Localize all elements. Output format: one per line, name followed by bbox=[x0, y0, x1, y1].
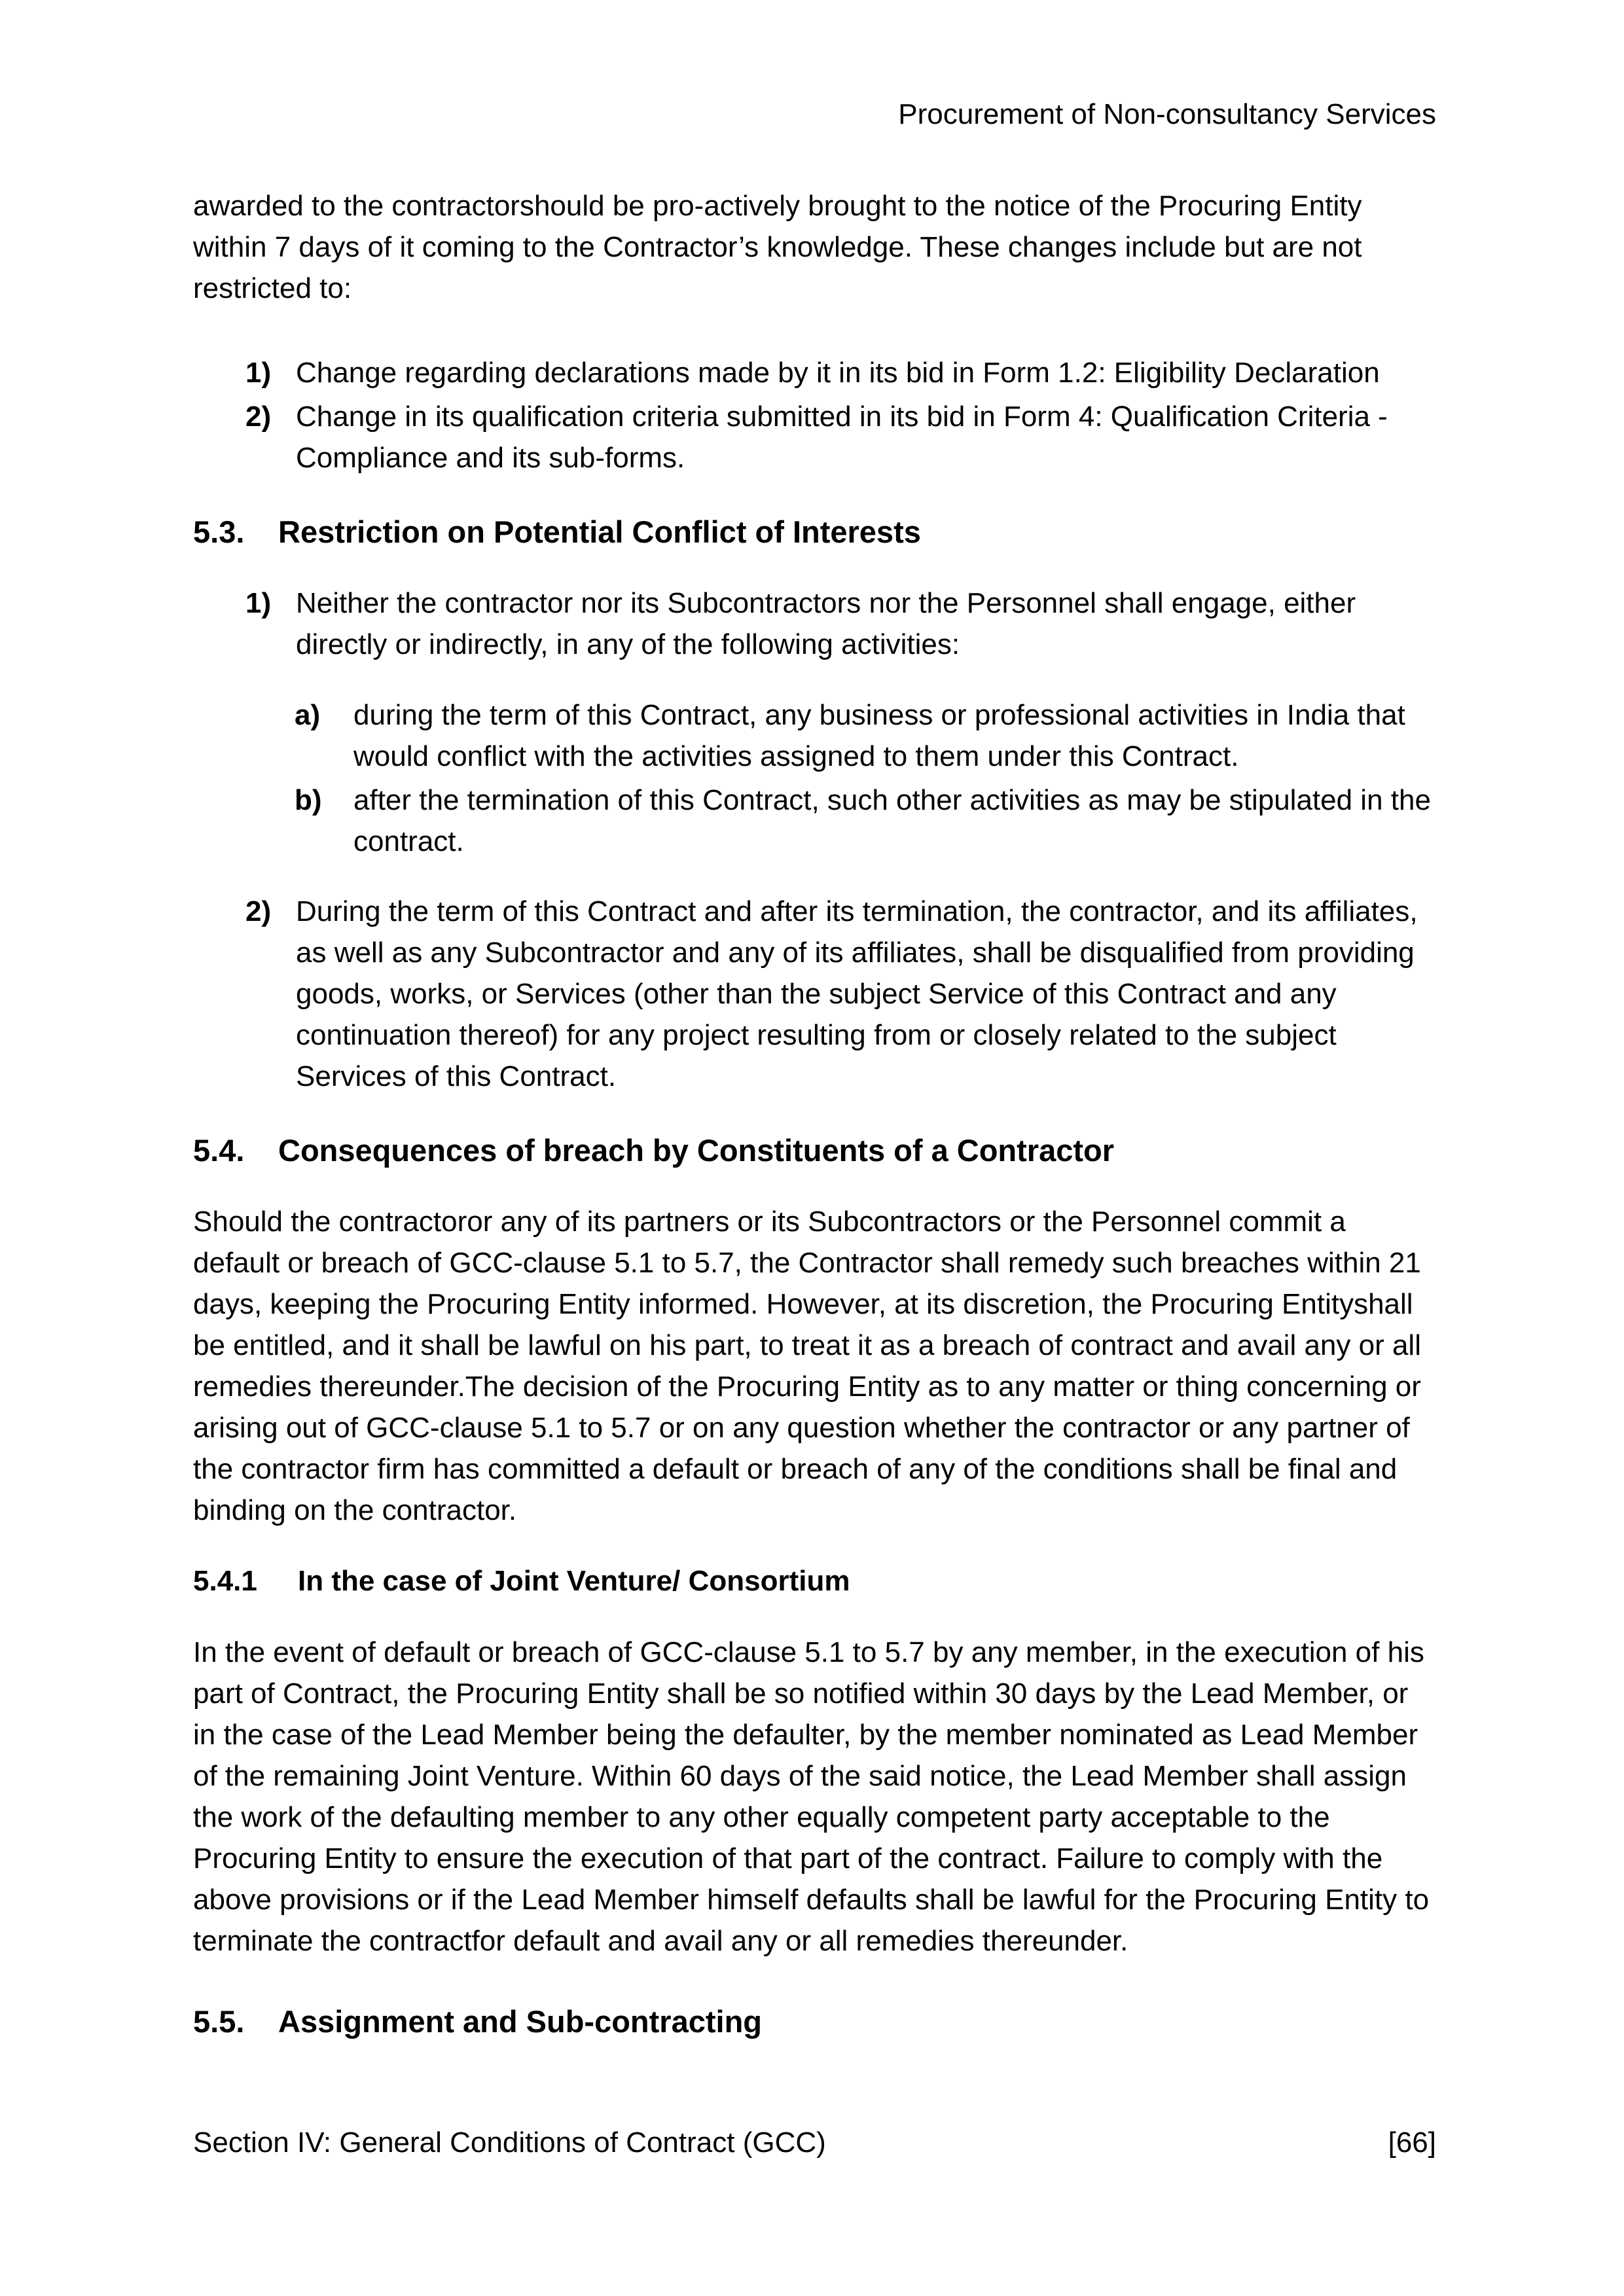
section-title: Assignment and Sub-contracting bbox=[278, 2004, 762, 2039]
section-heading-5-4-1 bbox=[193, 1560, 1434, 1602]
sublist-item-text: during the term of this Contract, any business or professional activities in India that would conflict with the activities assigned to them under this Contract. bbox=[353, 699, 1405, 772]
page-footer bbox=[193, 2122, 1436, 2163]
section-5-4-1-paragraph: In the event of default or breach of GCC-clause 5.1 to 5.7 by any member, in the execution of his part of Contract, the Procuring Entity shall be so notified within 30 days by the Lead Member, or in the case of the Lead Member being the defaulter, by the member nominated as Lead Member of the remaining Joint Venture. Within 60 days of the said notice, the Lead Member shall assign the work of the defaulting member to any other equally competent party acceptable to the Procuring Entity to ensure the execution of that part of the contract. Failure to comply with the above provisions or if the Lead Member himself defaults shall be lawful for the Procuring Entity to terminate the contractfor default and avail any or all remedies thereunder. bbox=[193, 1636, 1430, 1957]
section-heading-5-5 bbox=[193, 2001, 1434, 2042]
section-title: Restriction on Potential Conflict of Interests bbox=[278, 514, 921, 549]
sublist-item bbox=[295, 694, 1434, 777]
sublist-item-letter: a) bbox=[295, 699, 321, 731]
list-item bbox=[245, 352, 1434, 393]
section-5-4-paragraph: Should the contractoror any of its partners or its Subcontractors or the Personnel commit a default or breach of GCC-clause 5.1 to 5.7, the Contractor shall remedy such breaches within 21 days, keeping the Procuring Entity informed. However, at its discretion, the Procuring Entityshall be entitled, and it shall be lawful on his part, to treat it as a breach of contract and avail any or all remedies thereunder.The decision of the Procuring Entity as to any matter or thing concerning or arising out of GCC-clause 5.1 to 5.7 or on any question whether the contractor or any partner of the contractor firm has committed a default or breach of any of the conditions shall be final and binding on the contractor. bbox=[193, 1206, 1421, 1526]
document-body bbox=[193, 185, 1434, 2072]
list-item bbox=[245, 583, 1434, 665]
list-item-text: During the term of this Contract and after its termination, the contractor, and its affiliates, as well as any Subcontractor and any of its affiliates, shall be disqualified from providing goods, works, or Services (other than the subject Service of this Contract and any continuation thereof) for any project resulting from or closely related to the subject Services of this Contract. bbox=[296, 895, 1418, 1092]
sublist bbox=[193, 694, 1434, 862]
list-item bbox=[245, 396, 1434, 478]
footer-page-number: [66] bbox=[1388, 2126, 1436, 2159]
list-item-text: Neither the contractor nor its Subcontractors nor the Personnel shall engage, either directly or indirectly, in any of the following activities: bbox=[296, 587, 1356, 660]
page-header-text: Procurement of Non-consultancy Services bbox=[898, 98, 1436, 130]
list-item-number: 2) bbox=[245, 401, 272, 433]
sublist-item bbox=[295, 780, 1434, 862]
change-list bbox=[193, 352, 1434, 478]
section-title: Consequences of breach by Constituents of a Contractor bbox=[278, 1133, 1115, 1168]
list-item bbox=[245, 891, 1434, 1097]
list-item-number: 2) bbox=[245, 895, 272, 927]
section-title: In the case of Joint Venture/ Consortium bbox=[298, 1565, 850, 1597]
section-heading-5-4 bbox=[193, 1130, 1434, 1171]
sublist-item-text: after the termination of this Contract, such other activities as may be stipulated in the contract. bbox=[353, 784, 1431, 857]
sublist-item-letter: b) bbox=[295, 784, 322, 816]
section-number: 5.4.1 bbox=[193, 1565, 257, 1597]
list-item-number: 1) bbox=[245, 357, 272, 389]
footer-section-label: Section IV: General Conditions of Contract (GCC) bbox=[193, 2126, 826, 2159]
list-item-text: Change regarding declarations made by it in its bid in Form 1.2: Eligibility Declaration bbox=[296, 357, 1380, 389]
list-item-text: Change in its qualification criteria submitted in its bid in Form 4: Qualification Criteria - Compliance and its sub-forms. bbox=[296, 401, 1388, 474]
section-heading-5-3 bbox=[193, 511, 1434, 552]
section-number: 5.4. bbox=[193, 1133, 245, 1168]
section-number: 5.3. bbox=[193, 514, 245, 549]
list-item-number: 1) bbox=[245, 587, 272, 619]
intro-paragraph: awarded to the contractorshould be pro-actively brought to the notice of the Procuring Entity within 7 days of it coming to the Contractor’s knowledge. These changes include but are not restricted to: bbox=[193, 190, 1362, 304]
section-number: 5.5. bbox=[193, 2004, 245, 2039]
